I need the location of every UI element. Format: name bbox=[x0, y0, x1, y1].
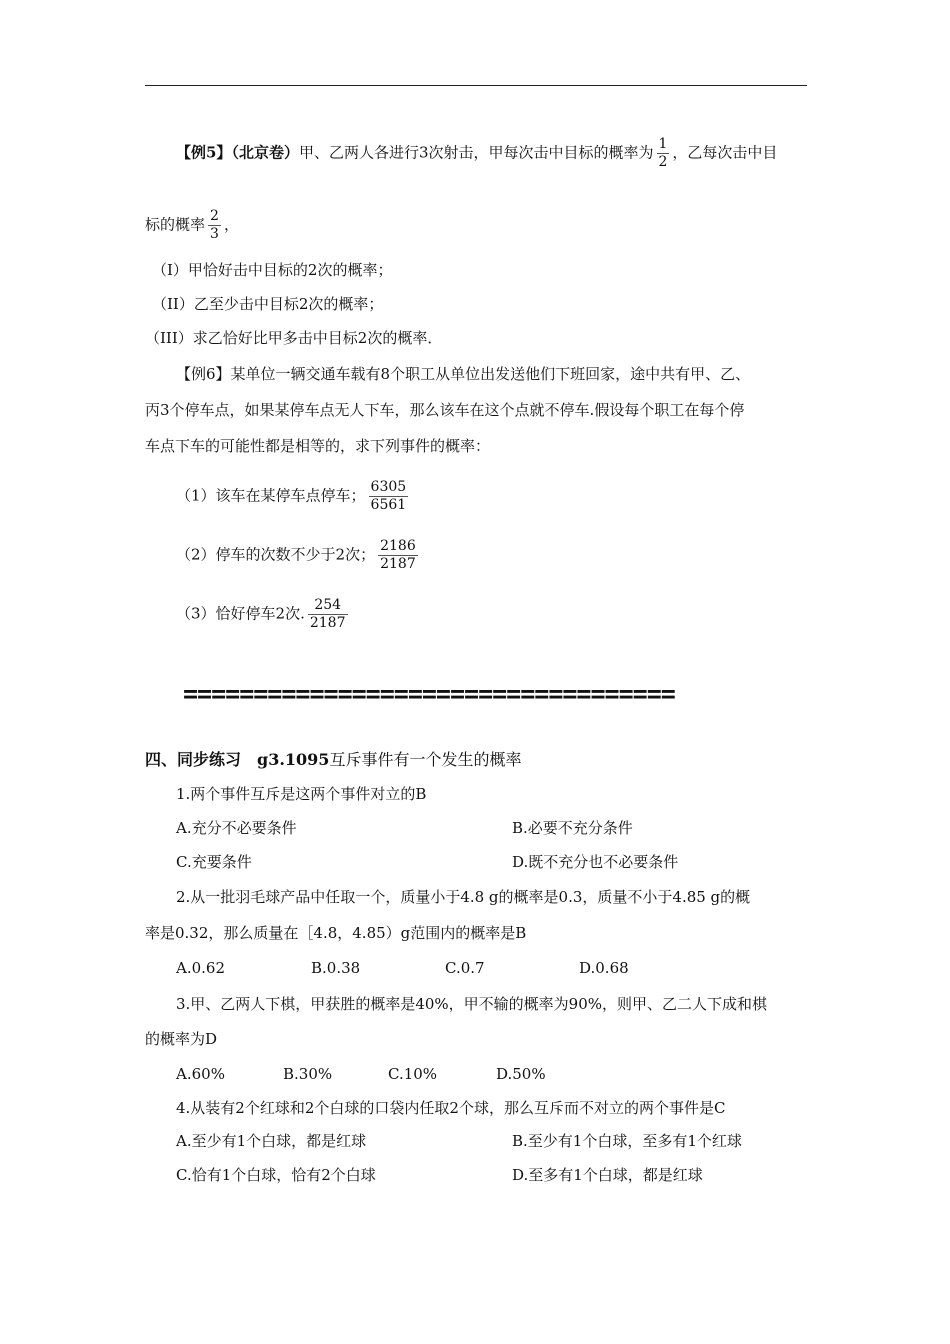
q1-option-b: B.必要不充分条件 bbox=[512, 819, 633, 837]
example5-line1 bbox=[176, 136, 777, 171]
q2-option-c: C.0.7 bbox=[445, 959, 485, 977]
q1-option-d: D.既不充分也不必要条件 bbox=[512, 853, 679, 871]
q3-option-c: C.10% bbox=[388, 1065, 438, 1083]
example6-item-3: （3）恰好停车2次. $\frac{254}{2187}$ bbox=[176, 597, 346, 631]
separator-line: =================================== bbox=[183, 679, 675, 708]
question-2-line2: 率是0.32，那么质量在［4.8，4.85）g范围内的概率是B bbox=[145, 924, 527, 942]
q1-option-c: C.充要条件 bbox=[176, 853, 252, 871]
example5-source: （北京卷） bbox=[231, 143, 299, 162]
answer-fraction: $\frac{6305}{6561}$ bbox=[370, 479, 407, 513]
header-rule bbox=[145, 85, 807, 86]
q3-option-d: D.50% bbox=[496, 1065, 546, 1083]
answer-fraction: $\frac{254}{2187}$ bbox=[309, 597, 346, 631]
fraction-two-thirds: $\frac{2}{3}$ bbox=[210, 208, 219, 242]
example5-tag: 【例5】 bbox=[176, 143, 232, 162]
question-1: 1.两个事件互斥是这两个事件对立的B bbox=[176, 785, 427, 803]
fraction-one-half: $\frac{1}{2}$ bbox=[658, 136, 668, 170]
section-heading: 四、同步练习 g3.1095互斥事件有一个发生的概率 bbox=[145, 750, 522, 769]
example6-item-2: （2）停车的次数不少于2次； $\frac{2186}{2187}$ bbox=[176, 538, 416, 572]
q2-option-d: D.0.68 bbox=[579, 959, 629, 977]
example6-line2: 丙3个停车点，如果某停车点无人下车，那么该车在这个点就不停车.假设每个职工在每个停 bbox=[145, 401, 745, 419]
example5-item-2: （II）乙至少击中目标2次的概率； bbox=[152, 295, 384, 313]
example6-line3: 车点下车的可能性都是相等的，求下列事件的概率： bbox=[145, 437, 491, 455]
question-4: 4.从装有2个红球和2个白球的口袋内任取2个球，那么互斥而不对立的两个事件是C bbox=[176, 1099, 726, 1117]
example6-line1: 【例6】某单位一辆交通车载有8个职工从单位出发送他们下班回家，途中共有甲、乙、 bbox=[176, 365, 751, 383]
answer-fraction: $\frac{2186}{2187}$ bbox=[380, 538, 416, 572]
question-2-line1: 2.从一批羽毛球产品中任取一个，质量小于4.8 g的概率是0.3，质量不小于4.85 g的概 bbox=[176, 888, 751, 906]
question-3-line1: 3.甲、乙两人下棋，甲获胜的概率是40%，甲不输的概率为90%，则甲、乙二人下成和棋 bbox=[176, 995, 767, 1013]
example5-item-1: （I）甲恰好击中目标的2次的概率； bbox=[152, 261, 393, 279]
q3-option-a: A.60% bbox=[176, 1065, 225, 1083]
q2-option-a: A.0.62 bbox=[176, 959, 225, 977]
q4-option-c: C.恰有1个白球，恰有2个白球 bbox=[176, 1166, 376, 1184]
example6-item-1: （1）该车在某停车点停车； $\frac{6305}{6561}$ bbox=[176, 479, 407, 513]
example5-text2: ，乙每次击中目 bbox=[672, 143, 778, 162]
q2-option-b: B.0.38 bbox=[311, 959, 361, 977]
q4-option-a: A.至少有1个白球，都是红球 bbox=[176, 1132, 367, 1150]
example5-cont: 标的概率 bbox=[145, 215, 206, 234]
example5-item-3: （III）求乙恰好比甲多击中目标2次的概率． bbox=[145, 329, 443, 347]
q4-option-d: D.至多有1个白球，都是红球 bbox=[512, 1166, 703, 1184]
example5-line2: 标的概率 $\frac{2}{3}$ ， bbox=[145, 208, 239, 242]
q4-option-b: B.至少有1个白球，至多有1个红球 bbox=[512, 1132, 742, 1150]
example5-text1: 甲、乙两人各进行3次射击，甲每次击中目标的概率为 bbox=[298, 143, 654, 162]
question-3-line2: 的概率为D bbox=[145, 1030, 218, 1048]
q3-option-b: B.30% bbox=[283, 1065, 333, 1083]
q1-option-a: A.充分不必要条件 bbox=[176, 819, 297, 837]
